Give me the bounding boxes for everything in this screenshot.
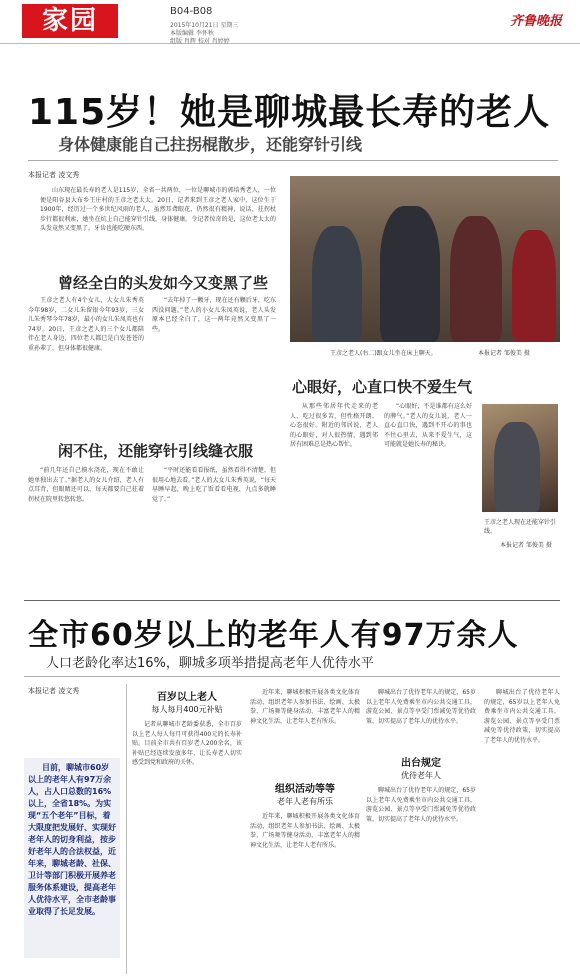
column-heading: 优待老年人 xyxy=(401,771,441,780)
person-figure xyxy=(312,226,362,342)
section1-paragraph: 王彦之老人有4个女儿，大女儿朱秀英今年98岁，二女儿朱留银今年93岁，三女儿朱秀琴今年78岁，最小的女儿朱凤英也有74岁。20日，王彦之老人的三个女儿都陪伴在老人身边，四位老人都已是白发苍苍的重孙辈了，但身体都很健康。 xyxy=(28,297,144,352)
article2-paragraph: 近年来，聊城积极开展各类文化体育活动，组织老年人参加书法、绘画、太极拳、广场舞等健身活动，丰富老年人的精神文化生活，让老年人老有所乐。 xyxy=(250,813,360,849)
photo1-caption: 王彦之老人(右二)跟女儿坐在床上聊天。 xyxy=(330,350,437,357)
column-heading: 组织活动等等 xyxy=(275,784,335,795)
photo-sewing xyxy=(482,404,558,512)
article2-paragraph: 近年来，聊城积极开展各类文化体育活动，组织老年人参加书法、绘画、太极拳、广场舞等健身活动，丰富老年人的精神文化生活，让老年人老有所乐。 xyxy=(250,689,360,725)
editor-line: 本版编辑 李怀秋 xyxy=(170,30,214,37)
issue-date: 2015年10月21日 星期三 xyxy=(170,22,239,29)
paper-name: 齐鲁晚报 xyxy=(509,14,562,29)
section3-title: 心眼好，心直口快不爱生气 xyxy=(292,378,473,396)
proofreader-line: 组版 肖辉 校对 肖婷婷 xyxy=(170,38,230,45)
person-figure xyxy=(494,422,540,512)
person-figure xyxy=(512,230,556,342)
article1-headline: 115岁！她是聊城最长寿的老人 xyxy=(28,92,551,133)
section1-title: 曾经全白的头发如今又变黑了些 xyxy=(58,274,269,292)
column-heading: 老年人老有所乐 xyxy=(277,797,333,806)
divider xyxy=(28,160,558,161)
article2-paragraph: 聊城出台了优待老年人的规定，65岁以上老年人免费乘坐市内公共交通工具，游览公园、景点等享受门票减免等优待政策，切实提高了老年人的优待水平。 xyxy=(366,787,476,823)
divider xyxy=(24,600,560,601)
article2-lead: 目前，聊城市60岁以上的老年人有97万余人，占人口总数的16%以上，全省18%。为实现“五个老年”目标，着大限度把发展好、实现好老年人的切身利益，按步好老年人的合法权益，近年来，聊城老龄、社保、卫计等部门积极开展养老服务体系建设，提高老年人优待水平，全市老龄事业取得了长足发展。 xyxy=(28,763,116,916)
section2-paragraph: “前几年还自己摸水浇花，现在不敢让她单独出去了。”据老人的女儿介绍，老人有点耳背，但眼睛还可以，每天都要自己拄着拐杖在院里转悠转悠。 xyxy=(28,467,144,503)
photo-elderly-women xyxy=(290,176,560,342)
lead-box xyxy=(24,758,120,958)
section2-title: 闲不住，还能穿针引线缝衣服 xyxy=(58,442,254,460)
person-figure xyxy=(380,206,440,342)
section2-paragraph: “平时还能看看报纸，虽然看得不清楚，但很用心地去看。”老人的大女儿朱秀英说，“每天早睡早起，晚上吃了饭看看电视，九点多就睡觉了。” xyxy=(152,467,276,503)
article1-subheadline: 身体健康能自己拄拐棍散步，还能穿针引线 xyxy=(58,135,363,154)
section1-paragraph: “去年掉了一颗牙，现在还有颗后牙，吃东西没问题。”老人的小女儿朱凤英说，老人头发原本已经全白了，这一两年竟然又变黑了一些。 xyxy=(152,297,276,333)
article2-byline: 本报记者 凌文秀 xyxy=(28,687,80,695)
article2-paragraph: 聊城出台了优待老年人的规定，65岁以上老年人免费乘坐市内公共交通工具，游览公园、景点等享受门票减免等优待政策，切实提高了老年人的优待水平。 xyxy=(366,689,476,725)
person-figure xyxy=(450,216,502,342)
article1-byline: 本报记者 凌文秀 xyxy=(28,171,80,179)
divider xyxy=(24,676,560,677)
article1-intro: 山东现在最长寿的老人是115岁，全省一共两位，一位是聊城市的郭培秀老人，一位便是阳谷县大布乡王庄村的王彦之老太太。20日，记者来到王彦之老人家中，这位生于1900年，经历过一个多世纪风雨的老人，虽然耳聋眼花，仍然很有精神，说话、拄拐杖步行都很利索，她坐在炕上自己能穿针引线，身体健康。令记者惊奇的是，这位老太太的头发竟然又变黑了，牙齿也能吃硬东西。 xyxy=(40,187,276,232)
column-heading: 每人每月400元补贴 xyxy=(151,705,223,714)
page-number: B04-B08 xyxy=(170,6,213,17)
section3-paragraph: 从那些邻居年代走来的老人，吃过很多苦，但性格开朗，心态很好。附近的邻居说，老人的心眼好，对人很热情，遇到邻居有困难总是热心帮忙。 xyxy=(290,403,378,448)
article2-subheadline: 人口老龄化率达16%，聊城多项举措提高老年人优待水平 xyxy=(46,656,374,671)
photo2-caption: 王彦之老人现在还能穿针引线。 xyxy=(484,519,557,535)
column-heading: 出台规定 xyxy=(401,758,441,769)
section3-paragraph: “心眼好，不是谁都有这么好的脾气。”老人的女儿说，老人一直心直口快，遇到不开心的事也不往心里去，从来不爱生气，这可能就是她长寿的秘诀。 xyxy=(384,403,472,448)
article2-paragraph: 记者从聊城市老龄委获悉，全市百岁以上老人每人每月可获得400元的长寿补贴。目前全市共有百岁老人200余名，该补贴已经连续发放多年，让长寿老人切实感受到党和政府的关怀。 xyxy=(132,721,242,766)
photo2-credit: 本报记者 邹俊美 摄 xyxy=(500,542,552,549)
article2-headline: 全市60岁以上的老年人有97万余人 xyxy=(28,618,519,653)
section-logo: 家园 xyxy=(22,4,118,38)
photo1-credit: 本报记者 邹俊美 摄 xyxy=(478,350,530,357)
article2-paragraph: 聊城出台了优待老年人的规定，65岁以上老年人免费乘坐市内公共交通工具，游览公园、景点等享受门票减免等优待政策，切实提高了老年人的优待水平。 xyxy=(484,689,560,744)
column-heading: 百岁以上老人 xyxy=(157,692,217,703)
column-rule xyxy=(126,684,127,974)
masthead xyxy=(0,0,580,44)
